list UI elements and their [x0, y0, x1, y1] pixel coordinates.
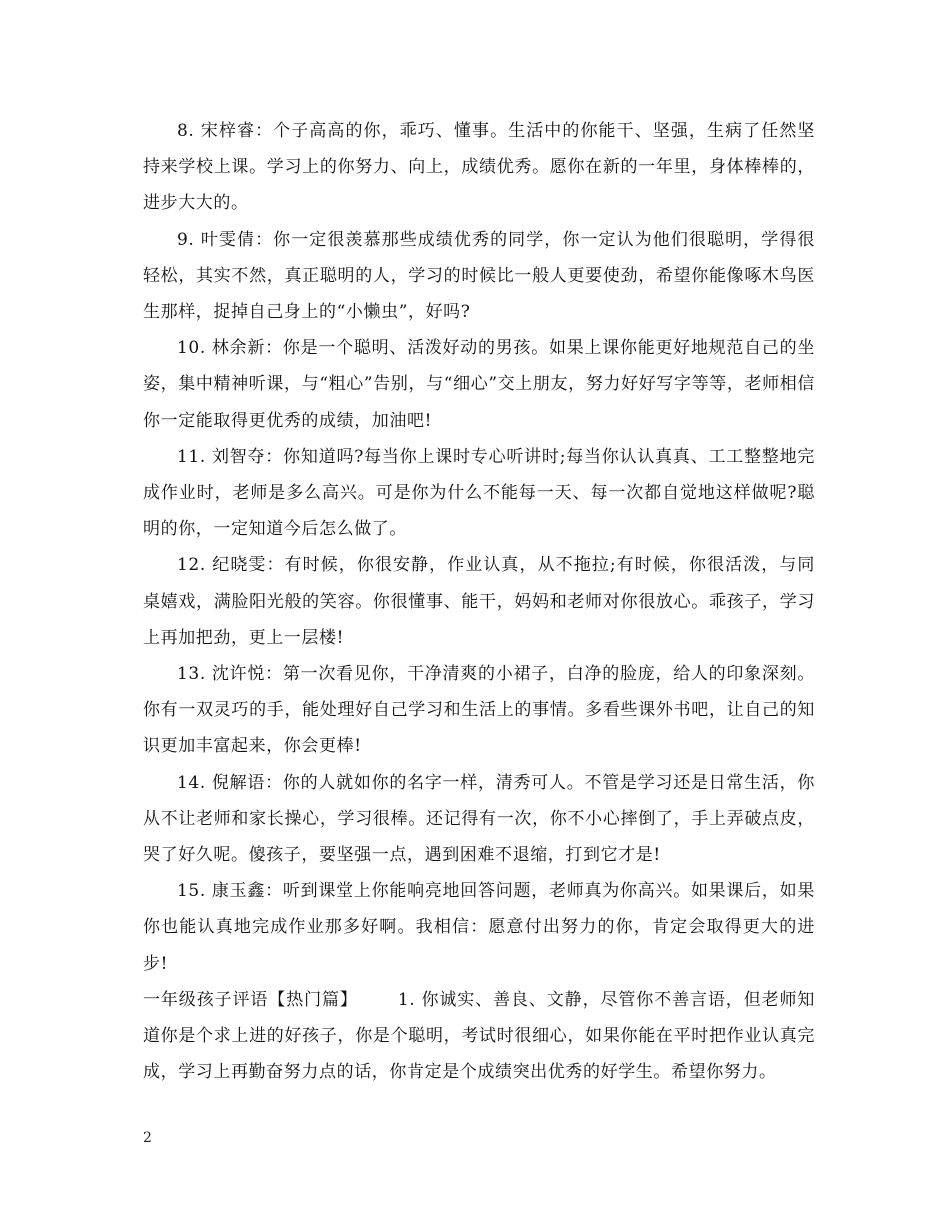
- paragraph-text: 沈许悦：第一次看见你，干净清爽的小裙子，白净的脸庞，给人的印象深刻。你有一双灵巧的手，能处理好自己学习和生活上的事情。多看些课外书吧，让自己的知识更加丰富起来，你会更棒!: [143, 664, 815, 757]
- comment-paragraph-12: [143, 547, 815, 656]
- item-number: 9.: [177, 229, 195, 250]
- paragraph-text: 你诚实、善良、文静，尽管你不善言语，但老师知道你是个求上进的好孩子，你是个聪明，考试时很细心，如果你能在平时把作业认真完成，学习上再勤奋努力点的话，你肯定是个成绩突出优秀的好学生。希望你努力。: [143, 989, 815, 1083]
- paragraph-text: 刘智夺：你知道吗?每当你上课时专心听讲时;每当你认认真真、工工整整地完成作业时，老师是多么高兴。可是你为什么不能每一天、每一次都自觉地这样做呢?聪明的你，一定知道今后怎么做了。: [143, 446, 815, 540]
- paragraph-text: 林余新：你是一个聪明、活泼好动的男孩。如果上课你能更好地规范自己的坐姿，集中精神听课，与“粗心”告别，与“细心”交上朋友，努力好好写字等等，老师相信你一定能取得更优秀的成绩，加油吧!: [143, 338, 815, 431]
- comment-paragraph-10: [143, 330, 815, 439]
- document-body: [143, 113, 815, 1090]
- section-heading: 一年级孩子评语【热门篇】: [143, 989, 358, 1010]
- item-number: 8.: [177, 121, 195, 141]
- item-number: 13.: [177, 664, 206, 685]
- page-number: 2: [143, 1130, 152, 1146]
- comment-paragraph-14: [143, 765, 815, 874]
- paragraph-text: 倪解语：你的人就如你的名字一样，清秀可人。不管是学习还是日常生活，你从不让老师和家长操心，学习很棒。还记得有一次，你不小心摔倒了，手上弄破点皮，哭了好久呢。傻孩子，要坚强一点，遇到困难不退缩，打到它才是!: [143, 772, 815, 866]
- comment-paragraph-8: [143, 113, 815, 222]
- item-number: 12.: [177, 555, 206, 576]
- item-number: 11.: [177, 446, 206, 467]
- item-number: 15.: [177, 881, 206, 902]
- paragraph-text: 纪晓雯：有时候，你很安静，作业认真，从不拖拉;有时候，你很活泼，与同桌嬉戏，满脸阳光般的笑容。你很懂事、能干，妈妈和老师对你很放心。乖孩子，学习上再加把劲，更上一层楼!: [143, 555, 815, 648]
- paragraph-text: 叶雯倩：你一定很羡慕那些成绩优秀的同学，你一定认为他们很聪明，学得很轻松，其实不然，真正聪明的人，学习的时候比一般人更要使劲，希望你能像啄木鸟医生那样，捉掉自己身上的“小懒虫”，好吗?: [143, 229, 815, 323]
- item-number: 10.: [177, 338, 206, 359]
- comment-paragraph-15: [143, 873, 815, 982]
- comment-paragraph-13: [143, 656, 815, 765]
- comment-paragraph-11: [143, 439, 815, 548]
- section-paragraph: [143, 982, 815, 1091]
- paragraph-text: 宋梓睿：个子高高的你，乖巧、懂事。生活中的你能干、坚强，生病了任然坚持来学校上课。学习上的你努力、向上，成绩优秀。愿你在新的一年里，身体棒棒的，进步大大的。: [143, 121, 815, 214]
- item-number: 14.: [177, 772, 206, 793]
- paragraph-text: 康玉鑫：听到课堂上你能响亮地回答问题，老师真为你高兴。如果课后，如果你也能认真地完成作业那多好啊。我相信：愿意付出努力的你，肯定会取得更大的进步!: [143, 881, 815, 974]
- comment-paragraph-9: [143, 222, 815, 331]
- item-number: 1.: [397, 989, 416, 1010]
